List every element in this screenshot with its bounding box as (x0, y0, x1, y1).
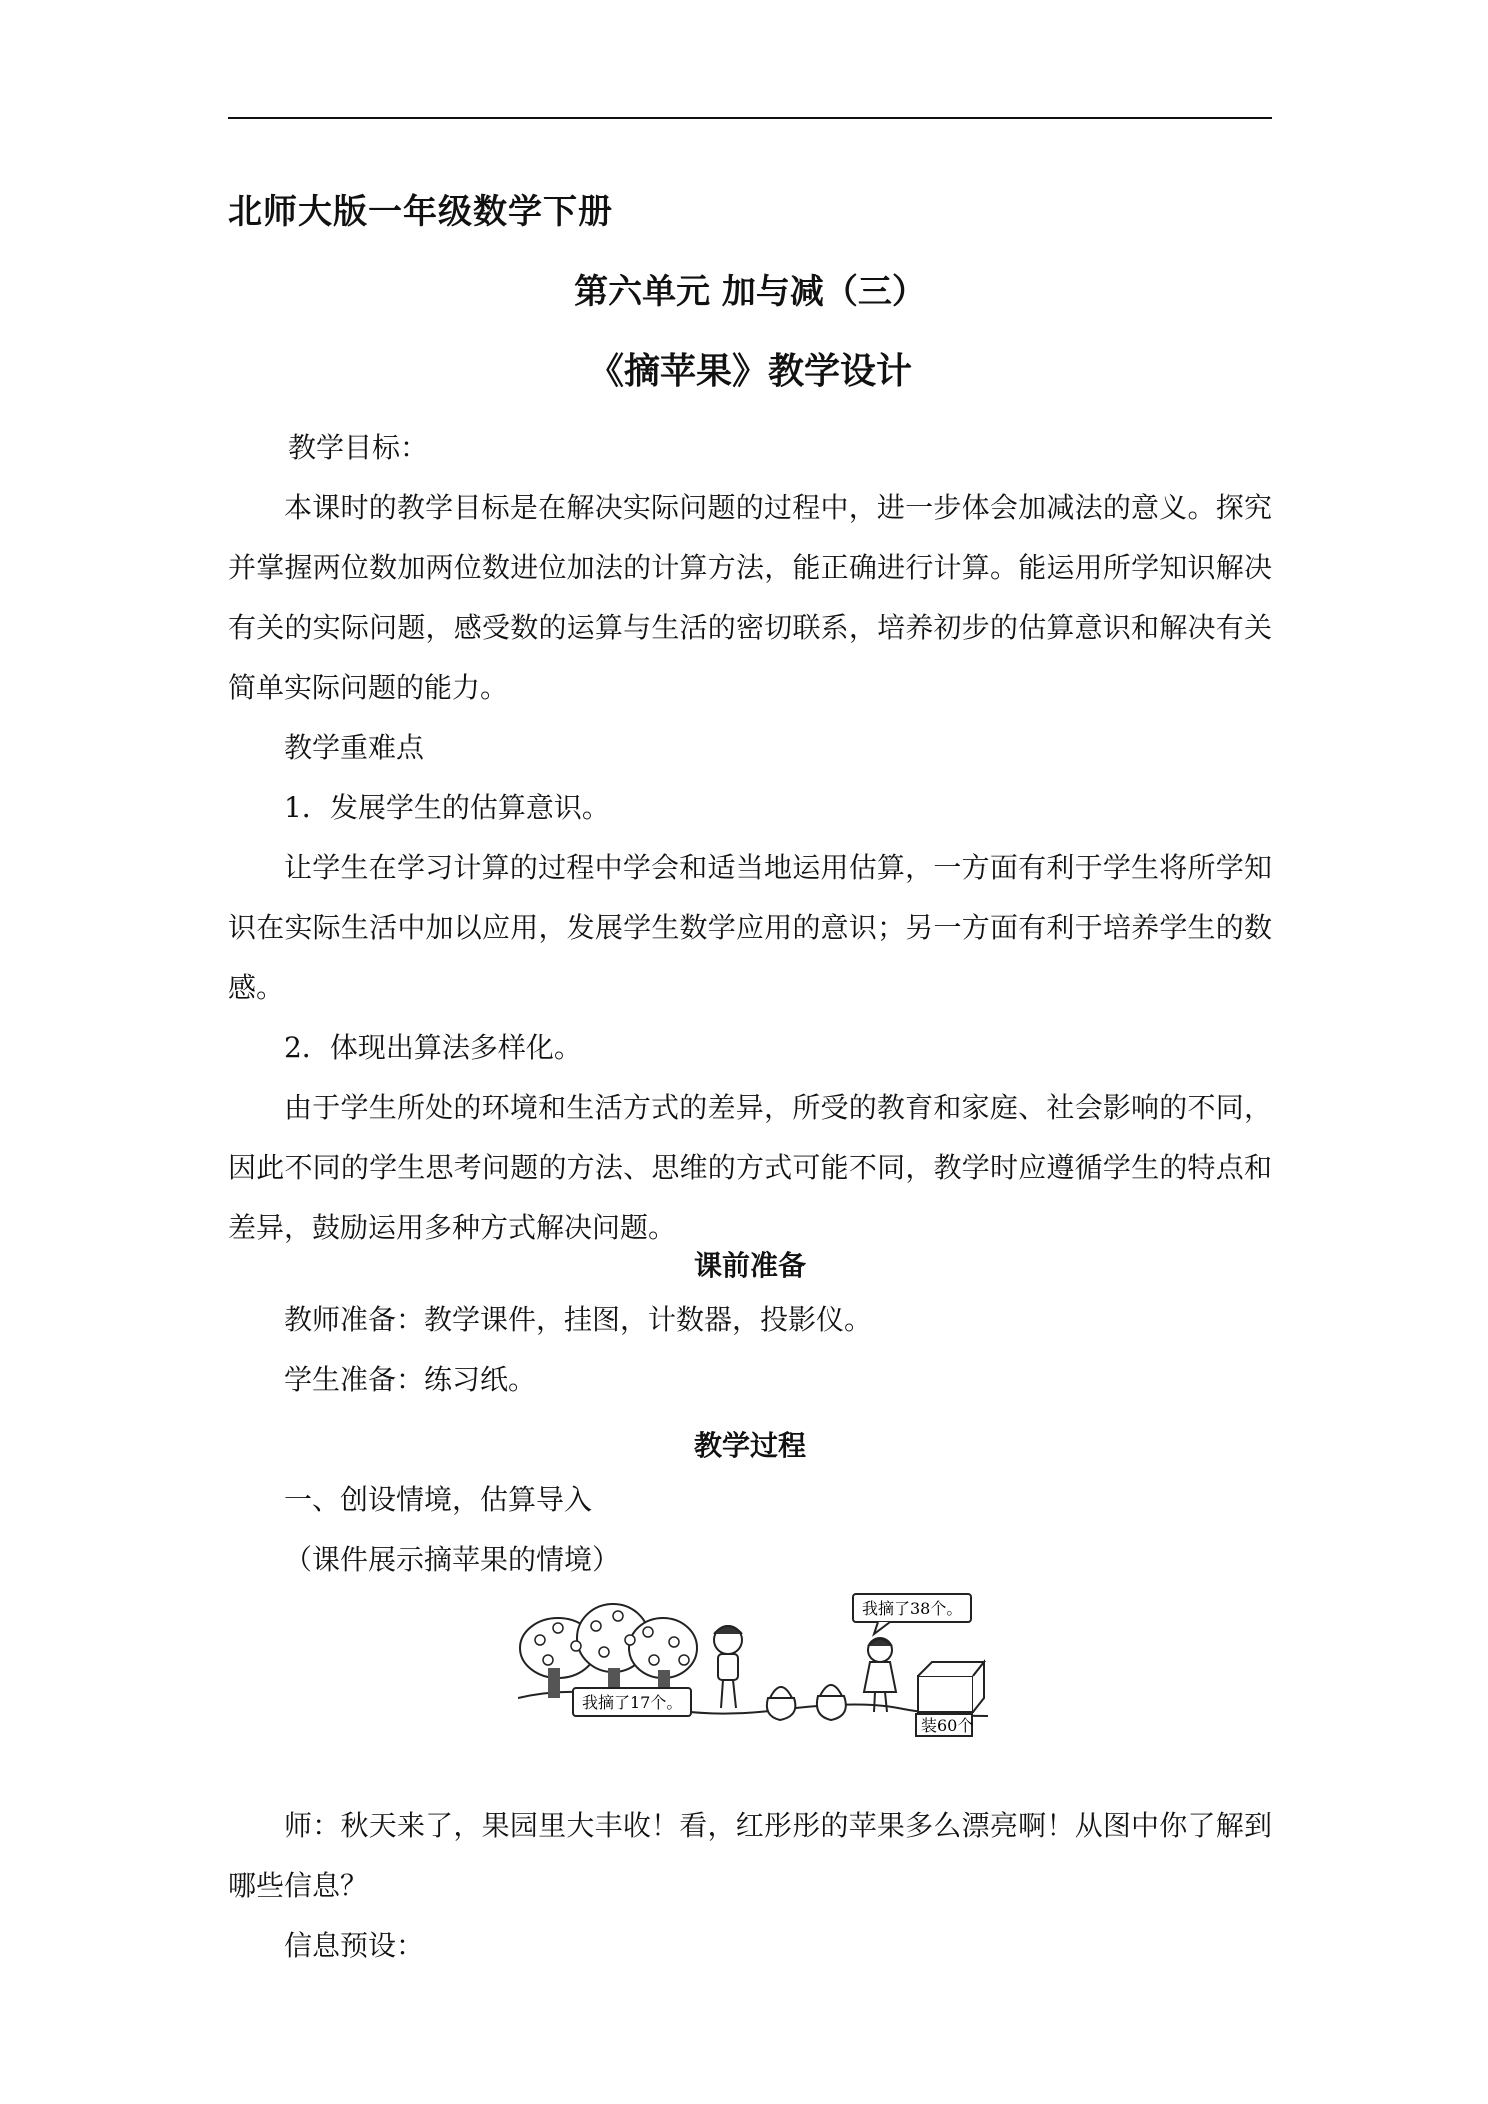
apple-tree-icon (520, 1604, 697, 1698)
unit-title: 第六单元 加与减（三） (574, 272, 926, 312)
key-point-1-title: 1．发展学生的估算意识。 (284, 791, 610, 824)
lesson-title: 《摘苹果》教学设计 (587, 351, 912, 392)
boy-speech-bubble (573, 1688, 691, 1716)
process-heading: 教学过程 (693, 1429, 806, 1462)
girl-figure-icon (864, 1638, 896, 1712)
key-point-2-paragraph: 由于学生所处的环境和生活方式的差异，所受的教育和家庭、社会影响的不同，因此不同的学生思考问题的方法、思维的方式可能不同，教学时应遵循学生的特点和差异，鼓励运用多种方式解决问题。 (228, 1091, 1272, 1244)
apple-picking-illustration (518, 1588, 1018, 1748)
boy-bubble-text: 我摘了17个。 (582, 1693, 683, 1712)
step-1-heading: 一、创设情境，估算导入 (284, 1483, 593, 1516)
goals-paragraph: 本课时的教学目标是在解决实际问题的过程中，进一步体会加减法的意义。探究并掌握两位数加两位数进位加法的计算方法，能正确进行计算。能运用所学知识解决有关的实际问题，感受数的运算与生活的密切联系，培养初步的估算意识和解决有关简单实际问题的能力。 (228, 491, 1272, 704)
book-title: 北师大版一年级数学下册 (228, 192, 613, 232)
teacher-prep: 教师准备：教学课件，挂图，计数器，投影仪。 (284, 1303, 873, 1336)
key-points-label: 教学重难点 (284, 731, 425, 764)
basket-icon (767, 1685, 846, 1720)
header-rule (228, 117, 1272, 119)
girl-speech-bubble (853, 1594, 971, 1634)
box-label (916, 1714, 973, 1736)
girl-bubble-text: 我摘了38个。 (862, 1599, 963, 1618)
key-point-1-paragraph: 让学生在学习计算的过程中学会和适当地运用估算，一方面有利于学生将所学知识在实际生活中加以应用，发展学生数学应用的意识；另一方面有利于培养学生的数感。 (228, 851, 1272, 1004)
teacher-dialogue: 师：秋天来了，果园里大丰收！看，红彤彤的苹果多么漂亮啊！从图中你了解到哪些信息？ (228, 1809, 1272, 1902)
box-label-text: 装60个 (921, 1716, 974, 1735)
student-prep: 学生准备：练习纸。 (284, 1363, 537, 1396)
info-preset-label: 信息预设： (284, 1929, 425, 1962)
goals-label: 教学目标： (288, 431, 429, 464)
boy-figure-icon (714, 1626, 742, 1708)
prep-heading: 课前准备 (693, 1249, 806, 1282)
step-1-note: （课件展示摘苹果的情境） (284, 1543, 621, 1576)
apple-box-icon (918, 1662, 984, 1712)
key-point-2-title: 2．体现出算法多样化。 (284, 1031, 582, 1064)
